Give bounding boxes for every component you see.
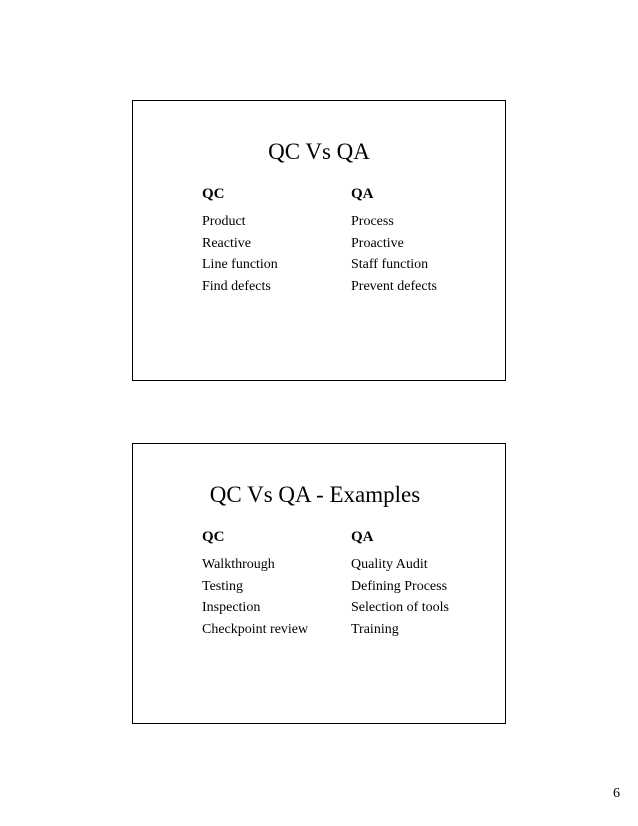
list-item: Selection of tools — [351, 600, 449, 615]
list-item: Defining Process — [351, 578, 448, 594]
list-item: Process — [351, 214, 394, 229]
qa-heading: QA — [351, 186, 374, 202]
list-item: Inspection — [202, 600, 261, 615]
slide-title: QC Vs QA — [268, 139, 370, 164]
qa-heading: QA — [351, 529, 374, 545]
list-item: Quality Audit — [351, 557, 428, 572]
list-item: Walkthrough — [202, 557, 275, 572]
slide-qc-vs-qa-examples — [132, 443, 506, 724]
qc-column — [202, 528, 308, 640]
list-item: Find defects — [202, 278, 271, 294]
slide-qc-vs-qa — [132, 100, 506, 381]
qa-list — [351, 554, 449, 640]
list-item: Product — [202, 214, 246, 229]
qa-column — [351, 185, 437, 297]
slide-title: QC Vs QA - Examples — [209, 482, 421, 507]
list-item: Proactive — [351, 235, 404, 251]
qc-list — [202, 554, 308, 640]
qa-list — [351, 211, 437, 297]
list-item: Training — [351, 621, 399, 637]
qc-list — [202, 211, 278, 297]
list-item: Prevent defects — [351, 278, 437, 294]
list-item: Reactive — [202, 235, 251, 251]
list-item: Staff function — [351, 257, 429, 272]
qc-column — [202, 185, 278, 297]
qa-column — [351, 528, 449, 640]
page-number: 6 — [613, 786, 620, 801]
list-item: Testing — [202, 578, 244, 594]
list-item: Line function — [202, 257, 278, 272]
list-item: Checkpoint review — [202, 621, 309, 637]
qc-heading: QC — [202, 529, 225, 545]
qc-heading: QC — [202, 186, 225, 202]
